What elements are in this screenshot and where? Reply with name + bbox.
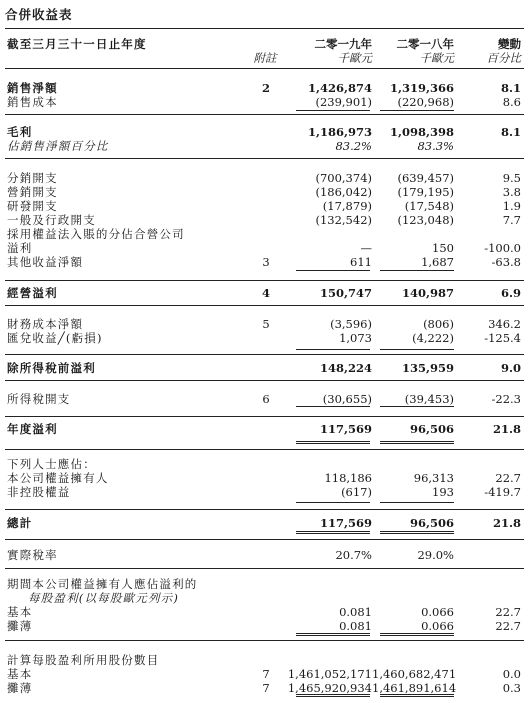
change-percent: -125.4 (484, 331, 521, 345)
col-2018-unit: 千歐元 (419, 51, 454, 65)
row-label: 期間本公司權益擁有人應佔溢利的 (7, 577, 198, 591)
value-2018: 1,461,891,614 (372, 681, 457, 695)
total-double-underline (296, 531, 370, 534)
period-header: 截至三月三十一日止年度 (7, 37, 147, 51)
row-label: 每股盈利(以每股歐元列示) (28, 591, 180, 605)
value-2018: 1,460,682,471 (372, 667, 457, 681)
value-2018: (179,195) (397, 185, 454, 199)
value-2019: (617) (341, 485, 372, 499)
value-2019: 20.7% (335, 548, 372, 562)
value-2018: 29.0% (417, 548, 454, 562)
value-2019: (239,901) (315, 95, 372, 109)
change-header-1: 變動 (498, 37, 521, 51)
total-double-underline (380, 633, 454, 636)
change-percent: 8.6 (502, 95, 521, 109)
value-2019: 118,186 (324, 471, 372, 485)
section-rule (5, 158, 524, 159)
row-label: 經營溢利 (7, 286, 58, 300)
row-label: 溢利 (7, 241, 33, 255)
row-label: 銷售成本 (7, 95, 58, 109)
change-percent: 3.8 (502, 185, 521, 199)
change-percent: 9.0 (500, 361, 521, 375)
section-rule (5, 509, 524, 510)
value-2019: (30,655) (322, 392, 372, 406)
row-note: 7 (262, 667, 270, 681)
row-note: 4 (261, 286, 270, 300)
value-2019: 117,569 (319, 422, 372, 436)
change-percent: 9.5 (502, 171, 521, 185)
value-2018: 1,098,398 (389, 125, 454, 139)
value-2018: 193 (432, 485, 454, 499)
row-label: 基本 (7, 667, 33, 681)
section-rule (5, 354, 524, 355)
row-label: 計算每股盈利所用股份數目 (7, 653, 160, 667)
total-double-underline (296, 441, 370, 444)
row-label: 攤薄 (7, 681, 33, 695)
section-rule (5, 568, 524, 569)
title-rule (5, 28, 524, 29)
row-note: 3 (262, 255, 270, 269)
value-2018: (123,048) (397, 213, 454, 227)
change-percent: 7.7 (502, 213, 521, 227)
value-2019: 0.081 (339, 605, 372, 619)
value-2019: 1,461,052,171 (287, 667, 372, 681)
subtotal-underline (296, 110, 370, 111)
total-double-underline (380, 694, 454, 697)
value-2018: 140,987 (401, 286, 454, 300)
value-2019: (3,596) (330, 317, 372, 331)
row-label: 銷售淨額 (7, 81, 58, 95)
col-2019-unit: 千歐元 (337, 51, 372, 65)
change-percent: 1.9 (502, 199, 521, 213)
row-label: 採用權益法入賬的分佔合營公司 (7, 227, 185, 241)
subtotal-underline (380, 110, 454, 111)
section-rule (5, 449, 524, 450)
section-rule (5, 416, 524, 417)
note-header: 附註 (253, 51, 277, 65)
value-2019: (17,879) (322, 199, 372, 213)
row-label: 匯兌收益╱(虧損) (7, 331, 103, 345)
row-label: 分銷開支 (7, 171, 58, 185)
subtotal-underline (296, 349, 370, 350)
row-label: 總計 (7, 516, 33, 530)
subtotal-underline (296, 270, 370, 271)
subtotal-underline (296, 406, 370, 407)
section-rule (5, 640, 524, 641)
value-2019: 1,073 (339, 331, 372, 345)
change-percent: 8.1 (500, 125, 521, 139)
change-percent: 22.7 (495, 619, 521, 633)
change-percent: 346.2 (488, 317, 521, 331)
row-label: 年度溢利 (7, 422, 58, 436)
value-2019: 83.2% (335, 139, 372, 153)
value-2019: 1,465,920,934 (287, 681, 372, 695)
value-2018: 0.066 (421, 605, 454, 619)
change-percent: 22.7 (495, 605, 521, 619)
value-2018: 1,687 (421, 255, 454, 269)
row-label: 一般及行政開支 (7, 213, 96, 227)
row-note: 5 (262, 317, 270, 331)
value-2018: (39,453) (404, 392, 454, 406)
total-double-underline (296, 694, 370, 697)
header-rule (5, 68, 524, 69)
total-double-underline (296, 633, 370, 636)
row-note: 7 (262, 681, 270, 695)
row-note: 2 (261, 81, 270, 95)
row-label: 實際稅率 (7, 548, 58, 562)
change-percent: -100.0 (484, 241, 521, 255)
value-2019: 150,747 (319, 286, 372, 300)
change-percent: 8.1 (500, 81, 521, 95)
section-rule (5, 539, 524, 540)
row-label: 基本 (7, 605, 33, 619)
section-rule (5, 380, 524, 381)
value-2018: 150 (432, 241, 454, 255)
value-2018: (220,968) (397, 95, 454, 109)
row-label: 毛利 (7, 125, 33, 139)
value-2019: 0.081 (339, 619, 372, 633)
value-2018: (806) (423, 317, 454, 331)
value-2019: (132,542) (315, 213, 372, 227)
value-2018: 135,959 (401, 361, 454, 375)
value-2018: 1,319,366 (389, 81, 454, 95)
row-label: 下列人士應佔： (7, 457, 96, 471)
change-percent: 0.0 (502, 667, 521, 681)
value-2019: 148,224 (319, 361, 372, 375)
row-label: 佔銷售淨額百分比 (7, 139, 109, 153)
value-2018: 96,506 (409, 516, 454, 530)
total-double-underline (380, 441, 454, 444)
section-rule (5, 280, 524, 281)
value-2018: 83.3% (417, 139, 454, 153)
change-percent: 21.8 (492, 422, 521, 436)
value-2019: (186,042) (315, 185, 372, 199)
subtotal-underline (380, 502, 454, 503)
value-2019: — (360, 241, 372, 255)
change-percent: 21.8 (492, 516, 521, 530)
value-2019: 117,569 (319, 516, 372, 530)
section-rule (5, 305, 524, 306)
value-2018: (17,548) (404, 199, 454, 213)
value-2019: (700,374) (315, 171, 372, 185)
change-header-2: 百分比 (486, 51, 521, 65)
value-2018: 0.066 (421, 619, 454, 633)
change-percent: 6.9 (500, 286, 521, 300)
row-label: 營銷開支 (7, 185, 58, 199)
change-percent: 22.7 (495, 471, 521, 485)
row-label: 財務成本淨額 (7, 317, 84, 331)
row-note: 6 (262, 392, 270, 406)
change-percent: -419.7 (484, 485, 521, 499)
col-2018-year: 二零一八年 (396, 37, 454, 51)
value-2019: 1,186,973 (307, 125, 372, 139)
row-label: 除所得稅前溢利 (7, 361, 96, 375)
value-2018: (639,457) (397, 171, 454, 185)
value-2019: 611 (350, 255, 372, 269)
value-2019: 1,426,874 (307, 81, 372, 95)
value-2018: (4,222) (412, 331, 454, 345)
change-percent: 0.3 (502, 681, 521, 695)
row-label: 所得稅開支 (7, 392, 71, 406)
value-2018: 96,313 (413, 471, 454, 485)
subtotal-underline (380, 406, 454, 407)
change-percent: -63.8 (491, 255, 521, 269)
section-rule (5, 114, 524, 115)
total-double-underline (380, 531, 454, 534)
page-title: 合併收益表 (5, 7, 73, 22)
change-percent: -22.3 (491, 392, 521, 406)
row-label: 其他收益淨額 (7, 255, 84, 269)
row-label: 非控股權益 (7, 485, 71, 499)
row-label: 本公司權益擁有人 (7, 471, 109, 485)
value-2018: 96,506 (409, 422, 454, 436)
subtotal-underline (380, 270, 454, 271)
row-label: 研發開支 (7, 199, 58, 213)
subtotal-underline (296, 502, 370, 503)
col-2019-year: 二零一九年 (314, 37, 372, 51)
row-label: 攤薄 (7, 619, 33, 633)
subtotal-underline (380, 349, 454, 350)
